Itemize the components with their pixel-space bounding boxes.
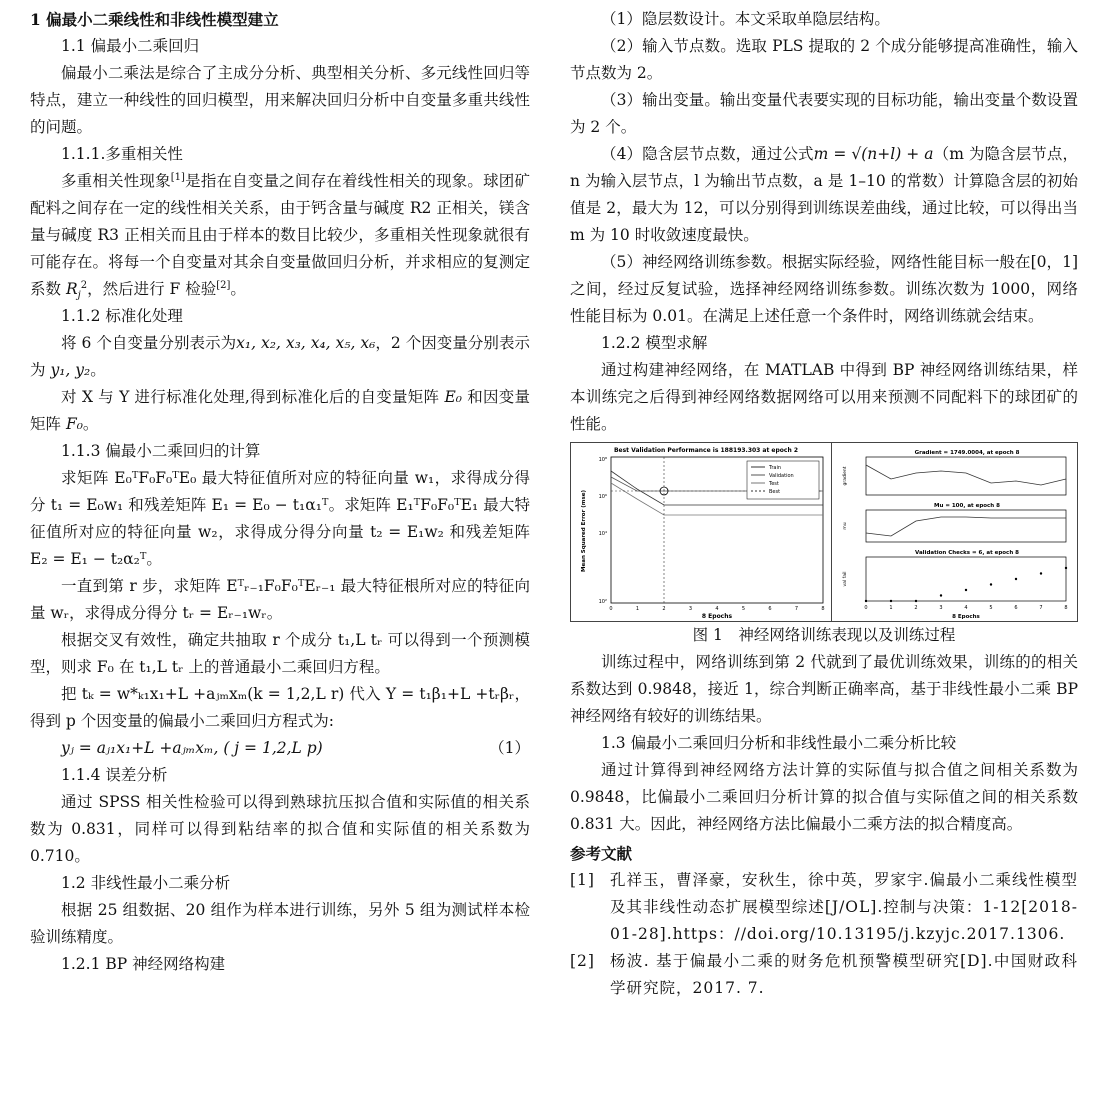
section-1-1-2-heading: 1.1.2 标准化处理 [61,307,183,325]
equation-1-body: yⱼ = aⱼ₁x₁+L +aⱼₘxₘ, ( j = 1,2,L p) [61,739,323,757]
val-title: Validation Checks = 6, at epoch 8 [915,550,1019,556]
x-tick-label: 1 [635,606,640,612]
item-training-params: （5）神经网络训练参数。根据实际经验，网络性能目标一般在[0，1]之间，经过反复试验，选择神经网络训练参数。训练次数为 1000，网络性能目标为 0.01。在满足上述任意一个条件时，网络训练就会结束。 [570,253,1078,325]
reference-1 [570,867,1078,948]
mu-axes [866,510,1066,542]
training-state-plot [832,443,1078,621]
section-1-1-heading: 1.1 偏最小二乘回归 [61,37,200,55]
val-ylabel: val fail [843,571,848,587]
paragraph-matlab: 通过构建神经网络，在 MATLAB 中得到 BP 神经网络训练结果，样本训练完之后得到神经网络数据网络可以用来预测不同配料下的球团矿的性能。 [570,361,1078,433]
gradient-ylabel: gradient [843,466,848,486]
x-tick-label: 4 [715,606,719,612]
val-point [940,594,942,596]
train-xticks [864,605,1067,611]
paragraph-standardize: 对 X 与 Y 进行标准化处理,得到标准化后的自变量矩阵 E₀ 和因变量矩阵 F₀。 [30,388,530,433]
perf-xlabel: 8 Epochs [701,613,733,620]
svg-text:Train: Train [769,465,781,471]
reference-2 [570,948,1078,1002]
x-tick-label: 8 [821,606,825,612]
perf-title: Best Validation Performance is 188193.303 at epoch 2 [613,447,799,454]
x-tick-label: 7 [794,606,799,612]
x-tick-label: 0 [864,605,868,611]
x-tick-label: 2 [914,605,918,611]
gradient-line [866,465,1066,485]
figure-1-caption: 图 1 神经网络训练表现以及训练过程 [692,626,956,644]
mu-ylabel: mu [843,522,848,530]
svg-text:10⁸: 10⁸ [598,457,607,463]
performance-plot [571,443,832,621]
paragraph-step-r: 一直到第 r 步，求矩阵 Eᵀᵣ₋₁F₀F₀ᵀEᵣ₋₁ 最大特征根所对应的特征向量 wᵣ，求得成分得分 tᵣ = Eᵣ₋₁wᵣ。 [30,577,530,622]
svg-text:10⁴: 10⁴ [598,531,607,537]
x-tick-label: 6 [768,606,772,612]
reference-2-number: [2] [570,952,595,970]
gradient-title: Gradient = 1749.0004, at epoch 8 [914,450,1020,456]
val-point [915,600,917,602]
svg-text:10²: 10² [598,599,607,605]
section-1-3-heading: 1.3 偏最小二乘回归分析和非线性最小二乘分析比较 [601,734,957,752]
paragraph-training-result: 训练过程中，网络训练到第 2 代就到了最优训练效果，训练的的相关系数达到 0.9848，接近 1，综合判断正确率高，基于非线性最小二乘 BP 神经网络有较好的训练结果。 [570,653,1078,725]
x-tick-label: 4 [964,605,968,611]
x-tick-label: 0 [609,606,613,612]
item-output-variables: （3）输出变量。输出变量代表要实现的目标功能，输出变量个数设置为 2 个。 [570,91,1078,136]
x-tick-label: 1 [889,605,893,611]
x-tick-label: 5 [741,606,746,612]
val-point [965,589,967,591]
reference-1-text: 孔祥玉，曹泽豪，安秋生，徐中英，罗家宇.偏最小二乘线性模型及其非线性动态扩展模型综述[J/OL].控制与决策：1-12[2018-01-28].https：//doi.org/10.13195/j.kzyjc.2017.1306. [610,871,1078,943]
val-point [890,600,892,602]
section-1-2-2-heading: 1.2.2 模型求解 [601,334,708,352]
x-tick-label: 3 [939,605,943,611]
svg-text:Validation: Validation [769,473,794,479]
reference-1-number: [1] [570,871,595,889]
item-input-nodes: （2）输入节点数。选取 PLS 提取的 2 个成分能够提高准确性，输入节点数为 2。 [570,37,1078,82]
paragraph-samples: 根据 25 组数据、20 组作为样本进行训练，另外 5 组为测试样本检验训练精度。 [30,901,530,946]
val-point [1015,578,1017,580]
x-tick-label: 7 [1039,605,1043,611]
perf-xticks [609,606,824,612]
right-column [570,6,1078,1002]
val-points [865,567,1067,602]
val-point [1040,572,1042,574]
section-1-heading: 1 偏最小二乘线性和非线性模型建立 [30,10,279,29]
perf-yticks [599,457,607,605]
item-hidden-layers: （1）隐层数设计。本文采取单隐层结构。 [601,10,890,28]
val-point [990,583,992,585]
gradient-axes [866,457,1066,495]
equation-1-number: （1） [489,739,530,757]
paragraph-cross-validation: 根据交叉有效性，确定共抽取 r 个成分 t₁,L tᵣ 可以得到一个预测模型，则求 F₀ 在 t₁,L tᵣ 上的普通最小二乘回归方程。 [30,631,530,676]
reference-2-text: 杨波. 基于偏最小二乘的财务危机预警模型研究[D].中国财政科学研究院，2017. 7. [610,952,1078,997]
perf-legend [747,461,819,499]
mu-title: Mu = 100, at epoch 8 [934,503,1000,509]
x-tick-label: 8 [1064,605,1068,611]
x-tick-label: 6 [1014,605,1018,611]
x-tick-label: 3 [688,606,693,612]
val-point [1065,567,1067,569]
val-axes [866,557,1066,601]
x-tick-label: 5 [989,605,993,611]
paragraph-error-analysis: 通过 SPSS 相关性检验可以得到熟球抗压拟合值和实际值的相关系数为 0.831，同样可以得到粘结率的拟合值和实际值的相关系数为 0.710。 [30,793,530,865]
mu-line [866,517,1066,536]
paragraph-variables: 将 6 个自变量分别表示为x₁, x₂, x₃, x₄, x₅, x₆，2 个因变量分别表示为 y₁, y₂。 [30,334,530,379]
svg-text:10⁶: 10⁶ [598,494,607,500]
paragraph-comparison: 通过计算得到神经网络方法计算的实际值与拟合值之间相关系数为 0.9848，比偏最小二乘回归分析计算的拟合值与实际值之间的相关系数 0.831 大。因此，神经网络方法比偏最小二乘方法的拟合精度高。 [570,761,1078,833]
paragraph-substitute: 把 tₖ = w*ₖ₁x₁+L +aⱼₘxₘ(k = 1,2,L r) 代入 Y = t₁β₁+L +tᵣβᵣ，得到 p 个因变量的偏最小二乘回归方程式为: [30,685,530,730]
equation-1 [30,735,530,762]
val-point [865,600,867,602]
left-column [30,6,530,978]
x-tick-label: 2 [662,606,666,612]
section-1-1-4-heading: 1.1.4 误差分析 [61,766,168,784]
paragraph-pls-intro: 偏最小二乘法是综合了主成分分析、典型相关分析、多元线性回归等特点，建立一种线性的回归模型，用来解决回归分析中自变量多重共线性的问题。 [30,64,530,136]
section-1-1-1-heading: 1.1.1.多重相关性 [61,145,183,163]
section-1-2-1-heading: 1.2.1 BP 神经网络构建 [61,955,226,973]
section-1-1-3-heading: 1.1.3 偏最小二乘回归的计算 [61,442,261,460]
references-heading: 参考文献 [570,844,633,863]
paragraph-multicollinearity: 多重相关性现象[1]是指在自变量之间存在着线性相关的现象。球团矿配料之间存在一定的线性相关关系，由于钙含量与碱度 R2 正相关，镁含量与碱度 R3 正相关而且由于样本的数目比较少，多重相关性现象就很有可能存在。将每一个自变量对其余自变量做回归分析，并求相应的复测定系数 $R_j^2$，然后进行 F 检验[2]。 [30,171,530,302]
figure-1 [570,442,1078,622]
svg-text:Test: Test [769,481,779,487]
paragraph-pls-calc: 求矩阵 E₀ᵀF₀F₀ᵀE₀ 最大特征值所对应的特征向量 w₁，求得成分得分 t₁ = E₀w₁ 和残差矩阵 E₁ = E₀ − t₁α₁ᵀ。求矩阵 E₁ᵀF₀F₀ᵀE₁ 最大特征值所对应的特征向量 w₂，求得成分得分向量 t₂ = E₁w₂ 和残差矩阵 E₂ = E₁ − t₂α₂ᵀ。 [30,469,530,568]
item-hidden-nodes: （4）隐含层节点数，通过公式m = √(n+l) + a（m 为隐含层节点，n 为输入层节点，l 为输出节点数，a 是 1–10 的常数）计算隐含层的初始值是 2，最大为 12，可以分别得到训练误差曲线，通过比较，可以得出当 m 为 10 时收敛速度最快。 [570,145,1078,244]
section-1-2-heading: 1.2 非线性最小二乘分析 [61,874,231,892]
svg-text:Best: Best [769,489,781,495]
perf-ylabel: Mean Squared Error (mse) [581,490,587,572]
train-xlabel: 8 Epochs [952,614,980,620]
